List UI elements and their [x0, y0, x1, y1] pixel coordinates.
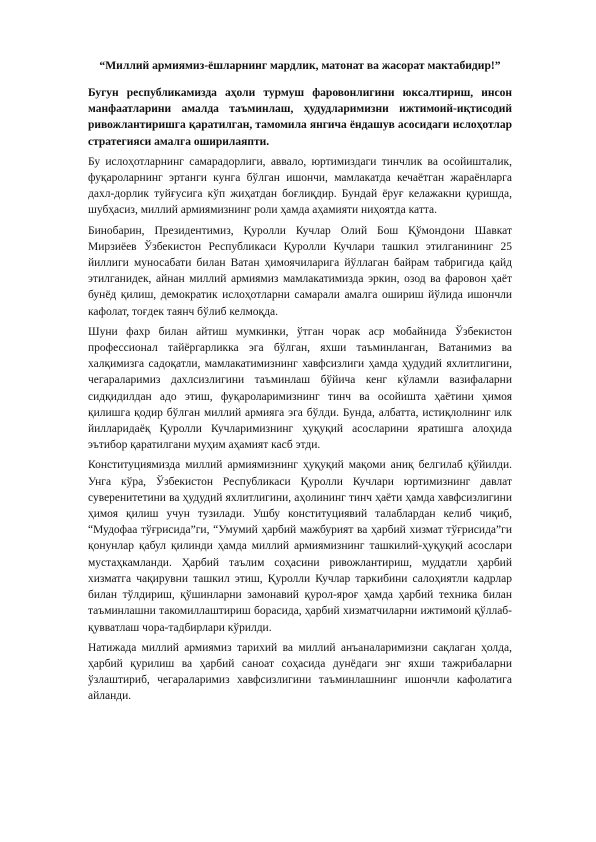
lead-paragraph: Бугун республикамизда аҳоли турмуш фаровонлигини юксалтириш, инсон манфаатларини амалда таъминлаш, ҳудудларимизни ижтимоий-иқтисодий ривожлантиришга қаратилган, тамомила янгича ёндашув асосидаги ислоҳотлар стратегияси амалга оширилаяпти.: [88, 87, 512, 148]
body-paragraph-3: Шуни фахр билан айтиш мумкинки, ўтган чорак аср мобайнида Ўзбекистон профессионал тайёргарликка эга бўлган, яхши таъминланган, Ватанимиз ва халқимизга садоқатли, мамлакатимизнинг хавфсизлиги ҳамда ҳудудий яхлитлигини, чегараларимиз дахлсизлигини таъминлаш бўйича кенг кўламли вазифаларни сидқидилдан адо этиш, фуқароларимизнинг тинч ва осойишта ҳаётини ҳимоя қилишга қодир бўлган миллий армияга эга бўлди. Бунда, албатта, истиқлолнинг илк йилларидаёқ Қуролли Кучларимизнинг ҳуқуқий асосларини яратишга алоҳида эътибор қаратилгани муҳим аҳамият касб этди.: [88, 325, 512, 452]
body-paragraph-1: Бу ислоҳотларнинг самарадорлиги, аввало, юртимиздаги тинчлик ва осойишталик, фуқароларнинг эртанги кунга бўлган ишончи, мамлакатда кечаётган жараёнларга дахл-дорлик туйғусига кўп жиҳатдан боғлиқдир. Бундай ёруғ келажакни қуришда, шубҳасиз, миллий армиямизнинг роли ҳамда аҳамияти ниҳоятда катта.: [88, 155, 512, 217]
document-page: [88, 58, 512, 709]
document-title: “Миллий армиямиз-ёшларнинг мардлик, матонат ва жасорат мактабидир!”: [99, 59, 501, 72]
body-paragraph-2: Бинобарин, Президентимиз, Қуролли Кучлар Олий Бош Қўмондони Шавкат Мирзиёев Ўзбекистон Республикаси Қуролли Кучлари ташкил этилганининг 25 йиллиги муносабати билан Ватан ҳимоячиларига йўллаган байрам табригида қайд этилганидек, айнан миллий армиямиз мамлакатимизда эркин, озод ва фаровон ҳаёт бунёд қилиш, демократик ислоҳотларни самарали амалга ошириш йўлида ишончли кафолат, тоғдек таянч бўлиб келмоқда.: [88, 224, 512, 318]
body-paragraph-4: Конституциямизда миллий армиямизнинг ҳуқуқий мақоми аниқ белгилаб қўйилди. Унга кўра, Ўзбекистон Республикаси Қуролли Кучлари юртимизнинг давлат суверенитетини ва ҳудудий яхлитлигини, аҳолининг тинч ҳаёти ҳамда хавфсизлигини ҳимоя қилиш учун тузилади. Ушбу конституциявий талаблардан келиб чиқиб, “Мудофаа тўғрисида”ги, “Умумий ҳарбий мажбурият ва ҳарбий хизмат тўғрисида”ги қонунлар қабул қилинди ҳамда миллий армиямизнинг ташкилий-ҳуқуқий асослари мустаҳкамланди. Ҳарбий таълим соҳасини ривожлантириш, муддатли ҳарбий хизматга чақирувни ташкил этиш, Қуролли Кучлар таркибини салоҳиятли кадрлар билан тўлдириш, қўшинларни замонавий қурол-яроғ ҳамда ҳарбий техника билан таъминлашни такомиллаштириш борасида, ҳарбий хизматчиларни ижтимоий қўллаб-қувватлаш чора-тадбирлари кўрилди.: [88, 459, 512, 634]
body-paragraph-5: Натижада миллий армиямиз тарихий ва миллий анъаналаримизни сақлаган ҳолда, ҳарбий қурилиш ва ҳарбий саноат соҳасида дунёдаги энг яхши тажрибаларни ўзлаштириб, чегараларимиз хавфсизлигини таъминлашнинг ишончли кафолатига айланди.: [88, 641, 512, 703]
